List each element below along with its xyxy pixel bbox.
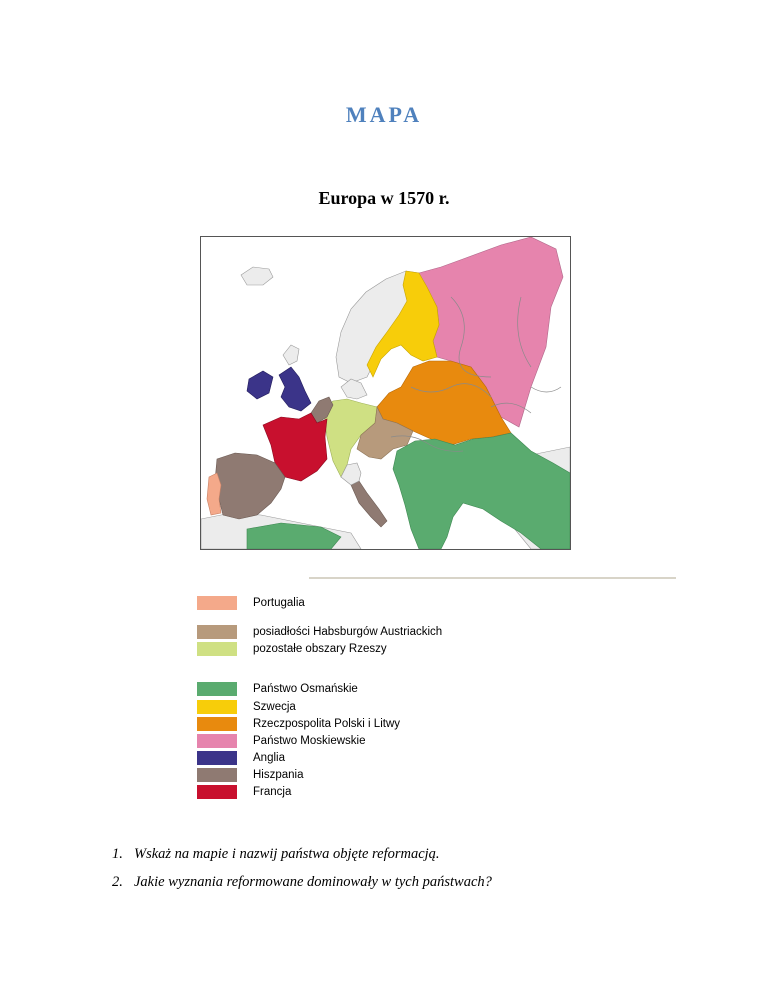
- legend-label: Państwo Osmańskie: [253, 683, 358, 695]
- legend-swatch: [197, 717, 237, 731]
- legend-label: pozostałe obszary Rzeszy: [253, 643, 387, 655]
- legend-swatch: [197, 700, 237, 714]
- region-panstwo-osmanskie: [393, 433, 570, 549]
- map-title: Europa w 1570 r.: [318, 188, 450, 208]
- region-hiszpania-italia: [351, 481, 387, 527]
- legend-label: Portugalia: [253, 597, 305, 609]
- legend-swatch: [197, 682, 237, 696]
- region-portugalia: [207, 473, 221, 515]
- legend-label: Hiszpania: [253, 769, 304, 781]
- separator-line: [309, 577, 676, 579]
- legend-label: Francja: [253, 786, 292, 798]
- legend-swatch: [197, 785, 237, 799]
- legend-label: Szwecja: [253, 701, 296, 713]
- question-item: [112, 846, 440, 863]
- land-scotland-ireland-north: [283, 345, 299, 365]
- legend-label: posiadłości Habsburgów Austriackich: [253, 626, 443, 638]
- region-panstwo-osmanskie-africa: [247, 523, 341, 549]
- legend-swatch: [197, 734, 237, 748]
- legend-label: Rzeczpospolita Polski i Litwy: [253, 718, 401, 730]
- question-text: Jakie wyznania reformowane dominowały w tych państwach?: [134, 874, 492, 890]
- legend-swatch: [197, 751, 237, 765]
- europe-map: [200, 236, 571, 550]
- land-denmark-germany-north: [341, 379, 367, 399]
- question-number: 2.: [112, 874, 123, 890]
- legend-swatch: [197, 596, 237, 610]
- land-iceland: [241, 267, 273, 285]
- question-number: 1.: [112, 846, 123, 862]
- region-hiszpania-iberia: [215, 453, 285, 519]
- question-item: [112, 874, 492, 891]
- legend-label: Państwo Moskiewskie: [253, 735, 366, 747]
- legend-label: Anglia: [253, 752, 285, 764]
- legend-swatch: [197, 768, 237, 782]
- legend-swatch: [197, 642, 237, 656]
- region-anglia: [279, 367, 311, 411]
- page-heading: MAPA: [345, 102, 423, 127]
- question-text: Wskaż na mapie i nazwij państwa objęte reformacją.: [134, 846, 440, 862]
- legend-swatch: [197, 625, 237, 639]
- region-anglia-irlandia: [247, 371, 273, 399]
- europe-map-drawing: [201, 237, 570, 549]
